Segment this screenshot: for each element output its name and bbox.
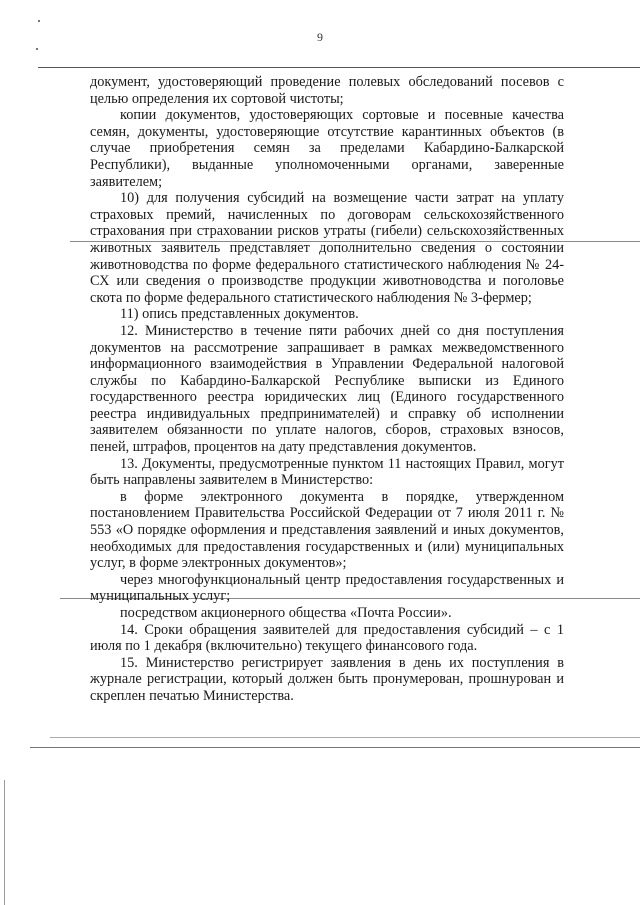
paragraph: 12. Министерство в течение пяти рабочих дней со дня поступления документов на рассмотрение запрашивает в рамках межведомственного информационного взаимодействия в Управлении Федеральной налоговой службы по Кабардино-Балкарской Республике выписки из Единого государственного реестра юридических лиц (Единого государственного реестра индивидуальных предпринимателей) и справку об исполнении заявителем обязанности по уплате налогов, сборов, страховых взносов, пеней, штрафов, процентов на дату представления документов. [90, 322, 564, 456]
paragraph: 10) для получения субсидий на возмещение части затрат на уплату страховых премий, начисленных по договорам сельскохозяйственного страхования при страховании рисков утраты (гибели) сельскохозяйственных животных заявитель представляет дополнительно сведения о состоянии животноводства по форме федерального статистического наблюдения № 24-СХ или сведения о производстве продукции животноводства и поголовье скота по форме федерального статистического наблюдения № 3-фермер; [90, 190, 564, 306]
paragraph: копии документов, удостоверяющих сортовые и посевные качества семян, документы, удостоверяющие отсутствие карантинных объектов (в случае приобретения семян за пределами Кабардино-Балкарской Республики), выданные уполномоченными органами, заверенные заявителем; [90, 107, 564, 190]
paragraph: 11) опись представленных документов. [120, 306, 359, 323]
paragraph: через многофункциональный центр предоставления государственных и муниципальных услуг; [90, 571, 564, 605]
scan-line [38, 67, 640, 68]
paragraph: в форме электронного документа в порядке, утвержденном постановлением Правительства Российской Федерации от 7 июля 2011 г. № 553 «О порядке оформления и представления заявлений и иных документов, необходимых для предоставления государственных и (или) муниципальных услуг, в форме электронных документов»; [90, 488, 564, 572]
document-body [90, 74, 564, 705]
paragraph: 15. Министерство регистрирует заявления в день их поступления в журнале регистрации, который должен быть пронумерован, прошнурован и скреплен печатью Министерства. [90, 654, 564, 704]
page-number: 9 [317, 30, 323, 44]
paragraph: 13. Документы, предусмотренные пунктом 11 настоящих Правил, могут быть направлены заявителем в Министерство: [90, 455, 564, 489]
scan-speck [38, 20, 40, 22]
paragraph: 14. Сроки обращения заявителей для предоставления субсидий – с 1 июля по 1 декабря (включительно) текущего финансового года. [90, 621, 564, 655]
scan-edge [4, 780, 5, 905]
scan-speck [36, 48, 38, 50]
scan-line [50, 737, 640, 738]
paragraph: документ, удостоверяющий проведение полевых обследований посевов с целью определения их сортовой чистоты; [90, 74, 564, 107]
paragraph: посредством акционерного общества «Почта России». [120, 605, 452, 621]
scan-line [30, 747, 640, 748]
